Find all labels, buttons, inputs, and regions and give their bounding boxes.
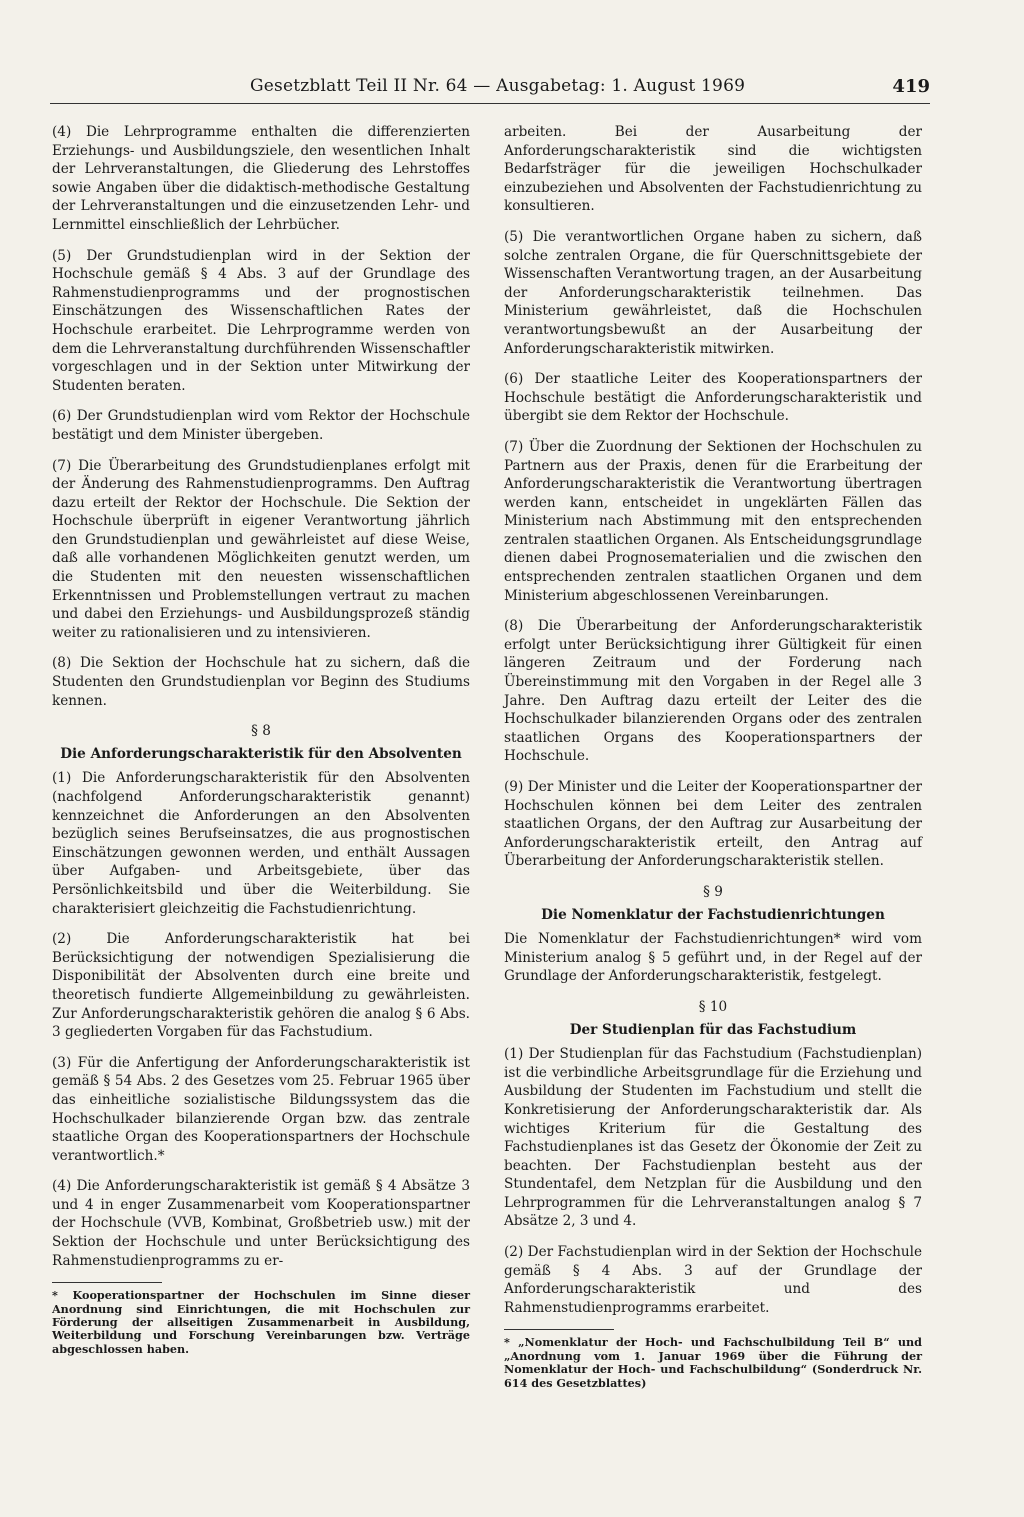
page-number: 419 <box>892 76 930 97</box>
paragraph: (4) Die Lehrprogramme enthalten die differenzierten Erziehungs- und Ausbildungsziele, den wesentlichen Inhalt der Lehrveranstaltungen, die Gliederung des Lehrstoffes sowie Angaben über die didaktisch-methodische Gestaltung der Lehrveranstaltungen und die einzusetzenden Lehr- und Lernmittel einschließlich der Lehrbücher. <box>52 124 470 233</box>
paragraph: (8) Die Sektion der Hochschule hat zu sichern, daß die Studenten den Grundstudienplan vor Beginn des Studiums kennen. <box>52 655 470 709</box>
section-title: Die Nomenklatur der Fachstudienrichtungen <box>541 906 885 923</box>
footnote-rule <box>52 1282 162 1283</box>
left-column <box>52 123 470 1356</box>
paragraph: (7) Über die Zuordnung der Sektionen der Hochschulen zu Partnern aus der Praxis, denen für die Erarbeitung der Anforderungscharakteristik die Verantwortung übertragen werden kann, entscheidet in ungeklärten Fällen das Ministerium nach Abstimmung mit den entsprechenden zentralen staatlichen Organen. Als Entscheidungsgrundlage dienen dabei Prognosematerialien und die zwischen den entsprechenden zentralen staatlichen Organen und dem Ministerium abgeschlossenen Vereinbarungen. <box>504 438 922 604</box>
right-column <box>504 123 922 1390</box>
paragraph: (8) Die Überarbeitung der Anforderungscharakteristik erfolgt unter Berücksichtigung ihrer Gültigkeit für einen längeren Zeitraum und der Forderung nach Übereinstimmung mit den Vorgaben in der Regel alle 3 Jahre. Den Auftrag dazu erteilt der Leiter des die Hochschulkader bilanzierenden Organs oder des zentralen staatlichen Organs des Kooperationspartners der Hochschule. <box>504 618 922 765</box>
footnote: * Kooperationspartner der Hochschulen im Sinne dieser Anordnung sind Einrichtungen, die mit Hochschulen zur Förderung der allseitigen Zusammenarbeit in Ausbildung, Weiterbildung und Forschung Vereinbarungen bzw. Verträge abgeschlossen haben. <box>52 1288 470 1356</box>
paragraph: (9) Der Minister und die Leiter der Kooperationspartner der Hochschulen können bei dem Leiter des zentralen staatlichen Organs, der den Auftrag zur Ausarbeitung der Anforderungscharakteristik erteilt, den Antrag auf Überarbeitung der Anforderungscharakteristik stellen. <box>504 779 922 870</box>
section-number: § 10 <box>698 998 728 1015</box>
paragraph: (1) Die Anforderungscharakteristik für den Absolventen (nachfolgend Anforderungscharakteristik genannt) kennzeichnet die Anforderungen an den Absolventen bezüglich seines Berufseinsatzes, die aus prognostischen Einschätzungen gewonnen werden, und enthält Aussagen über Aufgaben- und Arbeitsgebiete, über das Persönlichkeitsbild und über die Weiterbildung. Sie charakterisiert gleichzeitig die Fachstudienrichtung. <box>52 770 470 917</box>
header-rule <box>50 103 930 104</box>
paragraph: (7) Die Überarbeitung des Grundstudienplanes erfolgt mit der Änderung des Rahmenstudienprogramms. Den Auftrag dazu erteilt der Rektor der Hochschule. Die Sektion der Hochschule überprüft in eigener Verantwortung jährlich den Grundstudienplan und gewährleistet auf diese Weise, daß alle vorhandenen Möglichkeiten genutzt werden, um die Studenten mit den neuesten wissenschaftlichen Erkenntnissen und Problemstellungen vertraut zu machen und dabei den Erziehungs- und Ausbildungsprozeß ständig weiter zu rationalisieren und zu intensivieren. <box>52 457 470 641</box>
page-header <box>50 76 930 104</box>
paragraph: (5) Der Grundstudienplan wird in der Sektion der Hochschule gemäß § 4 Abs. 3 auf der Grundlage des Rahmenstudienprogramms und der prognostischen Einschätzungen des Wissenschaftlichen Rates der Hochschule erarbeitet. Die Lehrprogramme werden von dem die Lehrveranstaltung durchführenden Wissenschaftler vorgeschlagen und in der Sektion unter Mitwirkung der Studenten beraten. <box>52 247 470 394</box>
paragraph: (4) Die Anforderungscharakteristik ist gemäß § 4 Absätze 3 und 4 in enger Zusammenarbeit vom Kooperationspartner der Hochschule (VVB, Kombinat, Großbetrieb usw.) mit der Sektion der Hochschule und unter Berücksichtigung des Rahmenstudienprogramms zu er- <box>52 1178 470 1269</box>
header-title: Gesetzblatt Teil II Nr. 64 — Ausgabetag: 1. August 1969 <box>250 76 746 96</box>
section-title: Der Studienplan für das Fachstudium <box>569 1021 857 1038</box>
paragraph: (5) Die verantwortlichen Organe haben zu sichern, daß solche zentralen Organe, die für Querschnittsgebiete der Wissenschaften Verantwortung tragen, an der Ausarbeitung der Anforderungscharakteristik teilnehmen. Das Ministerium gewährleistet, daß die Hochschulen verantwortungsbewußt an der Ausarbeitung der Anforderungscharakteristik mitwirken. <box>504 228 922 357</box>
paragraph: (6) Der staatliche Leiter des Kooperationspartners der Hochschule bestätigt die Anforderungscharakteristik und übergibt sie dem Rektor der Hochschule. <box>504 371 922 425</box>
section-number: § 8 <box>251 723 271 740</box>
section-title: Die Anforderungscharakteristik für den Absolventen <box>60 745 462 762</box>
paragraph: Die Nomenklatur der Fachstudienrichtungen* wird vom Ministerium analog § 5 geführt und, in der Regel auf der Grundlage der Anforderungscharakteristik, festgelegt. <box>504 931 922 985</box>
section-number: § 9 <box>703 883 723 900</box>
paragraph: (2) Der Fachstudienplan wird in der Sektion der Hochschule gemäß § 4 Abs. 3 auf der Grundlage der Anforderungscharakteristik und des Rahmenstudienprogramms erarbeitet. <box>504 1244 922 1316</box>
paragraph: (6) Der Grundstudienplan wird vom Rektor der Hochschule bestätigt und dem Minister übergeben. <box>52 408 470 443</box>
footnote-rule <box>504 1329 614 1330</box>
paragraph: arbeiten. Bei der Ausarbeitung der Anforderungscharakteristik sind die wichtigsten Bedarfsträger für die jeweiligen Hochschulkader einzubeziehen und Absolventen der Fachstudienrichtung zu konsultieren. <box>504 124 922 215</box>
paragraph: (1) Der Studienplan für das Fachstudium (Fachstudienplan) ist die verbindliche Arbeitsgrundlage für die Erziehung und Ausbildung der Studenten im Fachstudium und stellt die Konkretisierung der Anforderungscharakteristik dar. Als wichtiges Kriterium für die Gestaltung des Fachstudienplanes ist das Gesetz der Ökonomie der Zeit zu beachten. Der Fachstudienplan besteht aus der Stundentafel, dem Netzplan für die Ausbildung und den Lehrprogrammen für die Lehrveranstaltungen analog § 7 Absätze 2, 3 und 4. <box>504 1046 922 1230</box>
footnote: * „Nomenklatur der Hoch- und Fachschulbildung Teil B“ und „Anordnung vom 1. Januar 1969 über die Führung der Nomenklatur der Hoch- und Fachschulbildung“ (Sonderdruck Nr. 614 des Gesetzblattes) <box>504 1335 922 1390</box>
paragraph: (2) Die Anforderungscharakteristik hat bei Berücksichtigung der notwendigen Spezialisierung die Disponibilität der Absolventen durch eine breite und theoretisch fundierte Allgemeinbildung zu gewährleisten. Zur Anforderungscharakteristik gehören die analog § 6 Abs. 3 gegliederten Vorgaben für das Fachstudium. <box>52 931 470 1041</box>
paragraph: (3) Für die Anfertigung der Anforderungscharakteristik ist gemäß § 54 Abs. 2 des Gesetzes vom 25. Februar 1965 über das einheitliche sozialistische Bildungssystem das die Hochschulkader bilanzierende Organ bzw. das zentrale staatliche Organ des Kooperationspartners der Hochschule verantwortlich.* <box>52 1054 470 1164</box>
